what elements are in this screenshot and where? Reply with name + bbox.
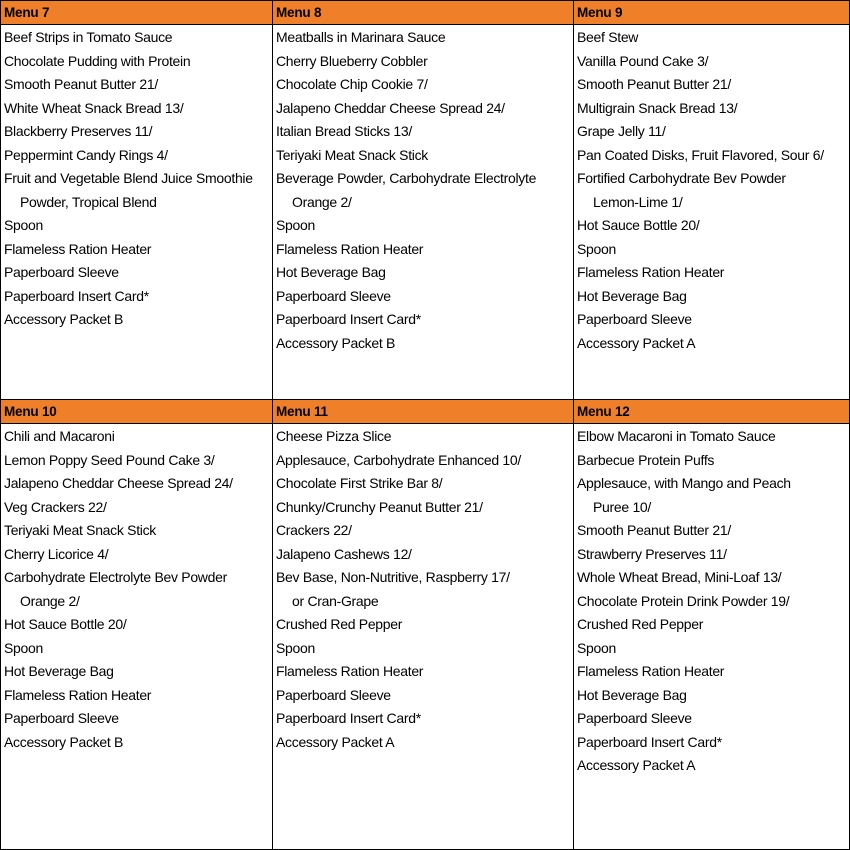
menu-item: Chocolate Pudding with Protein	[4, 52, 191, 69]
menu-item: Lemon Poppy Seed Pound Cake 3/	[4, 451, 215, 468]
menu-item: Spoon	[4, 639, 43, 656]
menu-item: Paperboard Insert Card*	[276, 311, 421, 327]
menu-item: Fortified Carbohydrate Bev Powder	[577, 170, 786, 186]
menu-item: Spoon	[577, 240, 616, 257]
menu-item: Cheese Pizza Slice	[276, 428, 392, 444]
menu-item: Italian Bread Sticks 13/	[276, 123, 412, 139]
menu-item: Hot Beverage Bag	[276, 264, 386, 280]
menu-item: Jalapeno Cheddar Cheese Spread 24/	[4, 475, 233, 491]
menu-item: Paperboard Sleeve	[4, 710, 119, 726]
menu-item: Fruit and Vegetable Blend Juice Smoothie	[4, 170, 253, 186]
menu-title: Menu 9	[574, 1, 849, 25]
menu-card-9	[573, 0, 850, 400]
menu-item: Paperboard Sleeve	[577, 710, 692, 726]
menu-item: Spoon	[276, 217, 315, 233]
menu-item: Meatballs in Marinara Sauce	[276, 29, 446, 45]
menu-item: Accessory Packet B	[4, 733, 124, 750]
menu-items	[1, 25, 272, 332]
menu-item: Accessory Packet B	[4, 311, 124, 327]
menu-items	[273, 424, 573, 754]
menu-item: Veg Crackers 22/	[4, 498, 107, 515]
menu-item: Carbohydrate Electrolyte Bev Powder	[4, 569, 227, 585]
menu-item: Jalapeno Cashews 12/	[276, 545, 412, 562]
menu-item: Crackers 22/	[276, 522, 352, 538]
menu-item: Paperboard Sleeve	[276, 686, 391, 703]
menu-item: Hot Sauce Bottle 20/	[4, 616, 127, 632]
menu-item: Jalapeno Cheddar Cheese Spread 24/	[276, 99, 505, 116]
menu-item: Accessory Packet B	[276, 334, 396, 351]
menu-item: Applesauce, with Mango and Peach	[577, 475, 791, 491]
menu-item: Paperboard Sleeve	[276, 287, 391, 304]
menu-item: Whole Wheat Bread, Mini-Loaf 13/	[577, 569, 782, 585]
menu-item: Beef Strips in Tomato Sauce	[4, 29, 173, 45]
menu-item: Hot Sauce Bottle 20/	[577, 217, 700, 233]
menu-item: Teriyaki Meat Snack Stick	[4, 522, 156, 538]
menu-item: Smooth Peanut Butter 21/	[577, 76, 731, 92]
menu-item: Orange 2/	[292, 193, 352, 210]
menu-item: Chocolate First Strike Bar 8/	[276, 475, 443, 491]
menu-card-12	[573, 399, 850, 850]
menu-card-11	[272, 399, 574, 850]
menu-item: Spoon	[4, 217, 43, 233]
menu-item: Chili and Macaroni	[4, 428, 115, 444]
menu-item: Powder, Tropical Blend	[20, 193, 157, 210]
menu-item: Teriyaki Meat Snack Stick	[276, 146, 428, 163]
menu-item: Smooth Peanut Butter 21/	[4, 76, 158, 92]
menu-item: Chunky/Crunchy Peanut Butter 21/	[276, 498, 483, 515]
menu-items	[273, 25, 573, 355]
menu-item: Accessory Packet A	[276, 733, 395, 750]
menu-item: Peppermint Candy Rings 4/	[4, 146, 168, 163]
menu-item: Flameless Ration Heater	[276, 240, 424, 257]
menu-items	[574, 25, 849, 355]
menu-card-10	[0, 399, 273, 850]
menu-item: Hot Beverage Bag	[577, 287, 687, 304]
menu-card-7	[0, 0, 273, 400]
menu-item: Cherry Blueberry Cobbler	[276, 52, 428, 69]
menu-title: Menu 7	[1, 1, 272, 25]
menu-item: Lemon-Lime 1/	[593, 193, 683, 210]
menu-title: Menu 12	[574, 400, 849, 424]
menu-item: Flameless Ration Heater	[276, 663, 424, 679]
menu-item: Chocolate Chip Cookie 7/	[276, 76, 428, 92]
menu-item: Barbecue Protein Puffs	[577, 451, 715, 468]
menu-item: Applesauce, Carbohydrate Enhanced 10/	[276, 451, 521, 468]
menu-item: White Wheat Snack Bread 13/	[4, 99, 184, 116]
menu-item: Paperboard Sleeve	[577, 311, 692, 327]
menu-item: Paperboard Insert Card*	[276, 710, 421, 726]
menu-item: Flameless Ration Heater	[4, 686, 152, 703]
menu-item: Hot Beverage Bag	[577, 686, 687, 703]
menu-item: Hot Beverage Bag	[4, 663, 114, 679]
menu-title: Menu 8	[273, 1, 573, 25]
menu-item: Grape Jelly 11/	[577, 123, 666, 139]
menu-item: Flameless Ration Heater	[4, 240, 152, 257]
menu-item: Paperboard Sleeve	[4, 264, 119, 280]
menu-item: Orange 2/	[20, 592, 80, 609]
menu-title: Menu 10	[1, 400, 272, 424]
menu-item: Blackberry Preserves 11/	[4, 123, 153, 139]
menu-item: Pan Coated Disks, Fruit Flavored, Sour 6/	[577, 146, 824, 163]
menu-card-8	[272, 0, 574, 400]
menu-item: Paperboard Insert Card*	[577, 733, 722, 750]
menu-item: or Cran-Grape	[292, 592, 379, 609]
menu-item: Puree 10/	[593, 498, 652, 515]
menu-item: Vanilla Pound Cake 3/	[577, 52, 709, 69]
menu-item: Flameless Ration Heater	[577, 264, 725, 280]
menu-item: Chocolate Protein Drink Powder 19/	[577, 592, 790, 609]
menu-item: Beverage Powder, Carbohydrate Electrolyte	[276, 170, 537, 186]
menu-item: Accessory Packet A	[577, 334, 696, 351]
menu-item: Multigrain Snack Bread 13/	[577, 99, 738, 116]
menu-item: Bev Base, Non-Nutritive, Raspberry 17/	[276, 569, 510, 585]
menu-item: Strawberry Preserves 11/	[577, 545, 727, 562]
menu-item: Crushed Red Pepper	[577, 616, 704, 632]
menu-items	[1, 424, 272, 754]
menu-items	[574, 424, 849, 778]
menu-item: Accessory Packet A	[577, 757, 696, 773]
menu-title: Menu 11	[273, 400, 573, 424]
menu-item: Flameless Ration Heater	[577, 663, 725, 679]
menu-item: Elbow Macaroni in Tomato Sauce	[577, 428, 776, 444]
menu-item: Smooth Peanut Butter 21/	[577, 522, 731, 538]
menu-item: Spoon	[577, 639, 616, 656]
menu-item: Paperboard Insert Card*	[4, 287, 149, 304]
menu-item: Crushed Red Pepper	[276, 616, 403, 632]
menu-item: Cherry Licorice 4/	[4, 545, 109, 562]
menu-item: Beef Stew	[577, 29, 639, 45]
menu-item: Spoon	[276, 639, 315, 656]
